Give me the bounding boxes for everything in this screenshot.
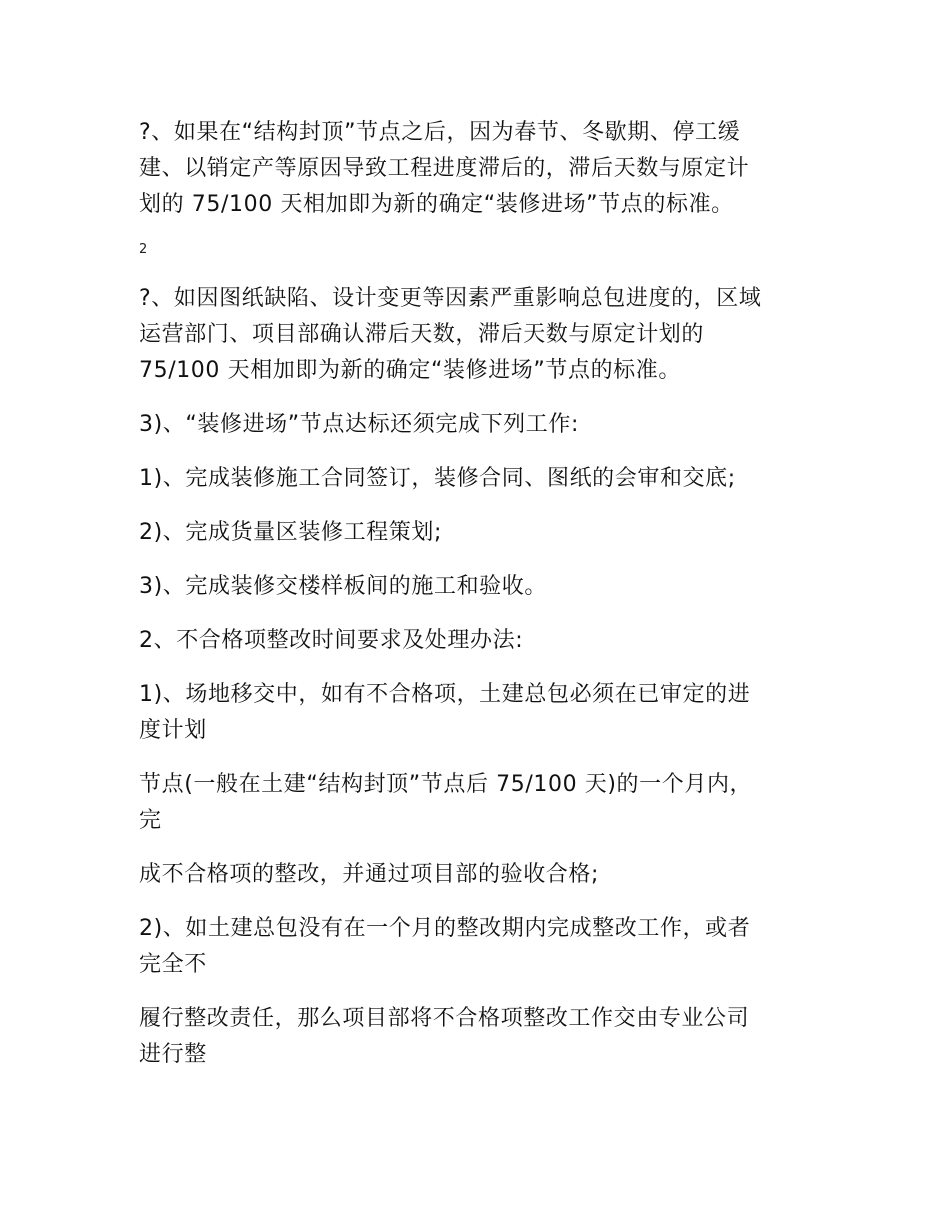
- text-line: 成不合格项的整改，并通过项目部的验收合格;: [139, 862, 600, 887]
- text-line: 1)、完成装修施工合同签订，装修合同、图纸的会审和交底;: [139, 466, 736, 491]
- text-line: 节点(一般在土建“结构封顶”节点后 75/100 天)的一个月内，: [139, 772, 753, 797]
- paragraph-site-handover: [139, 677, 819, 749]
- paragraph-rectification-acceptance: [139, 857, 819, 893]
- text-line: 进行整: [139, 1042, 207, 1067]
- paragraph-requirements-heading: [139, 407, 819, 443]
- paragraph-delay-holiday: [139, 115, 819, 223]
- text-line: 完: [139, 808, 162, 833]
- text-line: 2)、完成货量区装修工程策划;: [139, 520, 442, 545]
- text-line: 度计划: [139, 718, 207, 743]
- paragraph-section-heading: [139, 623, 819, 659]
- text-line: 3)、完成装修交楼样板间的施工和验收。: [139, 574, 547, 599]
- text-line: 3)、“装修进场”节点达标还须完成下列工作:: [139, 412, 579, 437]
- paragraph-item-planning: [139, 515, 819, 551]
- text-line: 完全不: [139, 952, 207, 977]
- paragraph-contractor-failure: [139, 911, 819, 983]
- text-line: 1)、场地移交中，如有不合格项，土建总包必须在已审定的进: [139, 682, 751, 707]
- text-line: 履行整改责任，那么项目部将不合格项整改工作交由专业公司: [139, 1006, 750, 1031]
- text-line: ?、如果在“结构封顶”节点之后，因为春节、冬歇期、停工缓: [139, 120, 741, 145]
- paragraph-handover-to-specialist: [139, 1001, 819, 1073]
- text-line: 运营部门、项目部确认滞后天数，滞后天数与原定计划的: [139, 322, 705, 347]
- text-line: 2)、如土建总包没有在一个月的整改期内完成整改工作，或者: [139, 916, 751, 941]
- paragraph-delay-design: [139, 281, 819, 389]
- paragraph-item-contract: [139, 461, 819, 497]
- text-line: 划的 75/100 天相加即为新的确定“装修进场”节点的标准。: [139, 192, 734, 217]
- text-line: ?、如因图纸缺陷、设计变更等因素严重影响总包进度的，区域: [139, 286, 762, 311]
- paragraph-node-deadline: [139, 767, 819, 839]
- document-body: [139, 115, 819, 1073]
- text-line: 2、不合格项整改时间要求及处理办法:: [139, 628, 524, 653]
- paragraph-item-sample-room: [139, 569, 819, 605]
- text-line: 建、以销定产等原因导致工程进度滞后的，滞后天数与原定计: [139, 156, 750, 181]
- page-number-note: 2: [139, 242, 148, 257]
- text-line: 75/100 天相加即为新的确定“装修进场”节点的标准。: [139, 358, 681, 383]
